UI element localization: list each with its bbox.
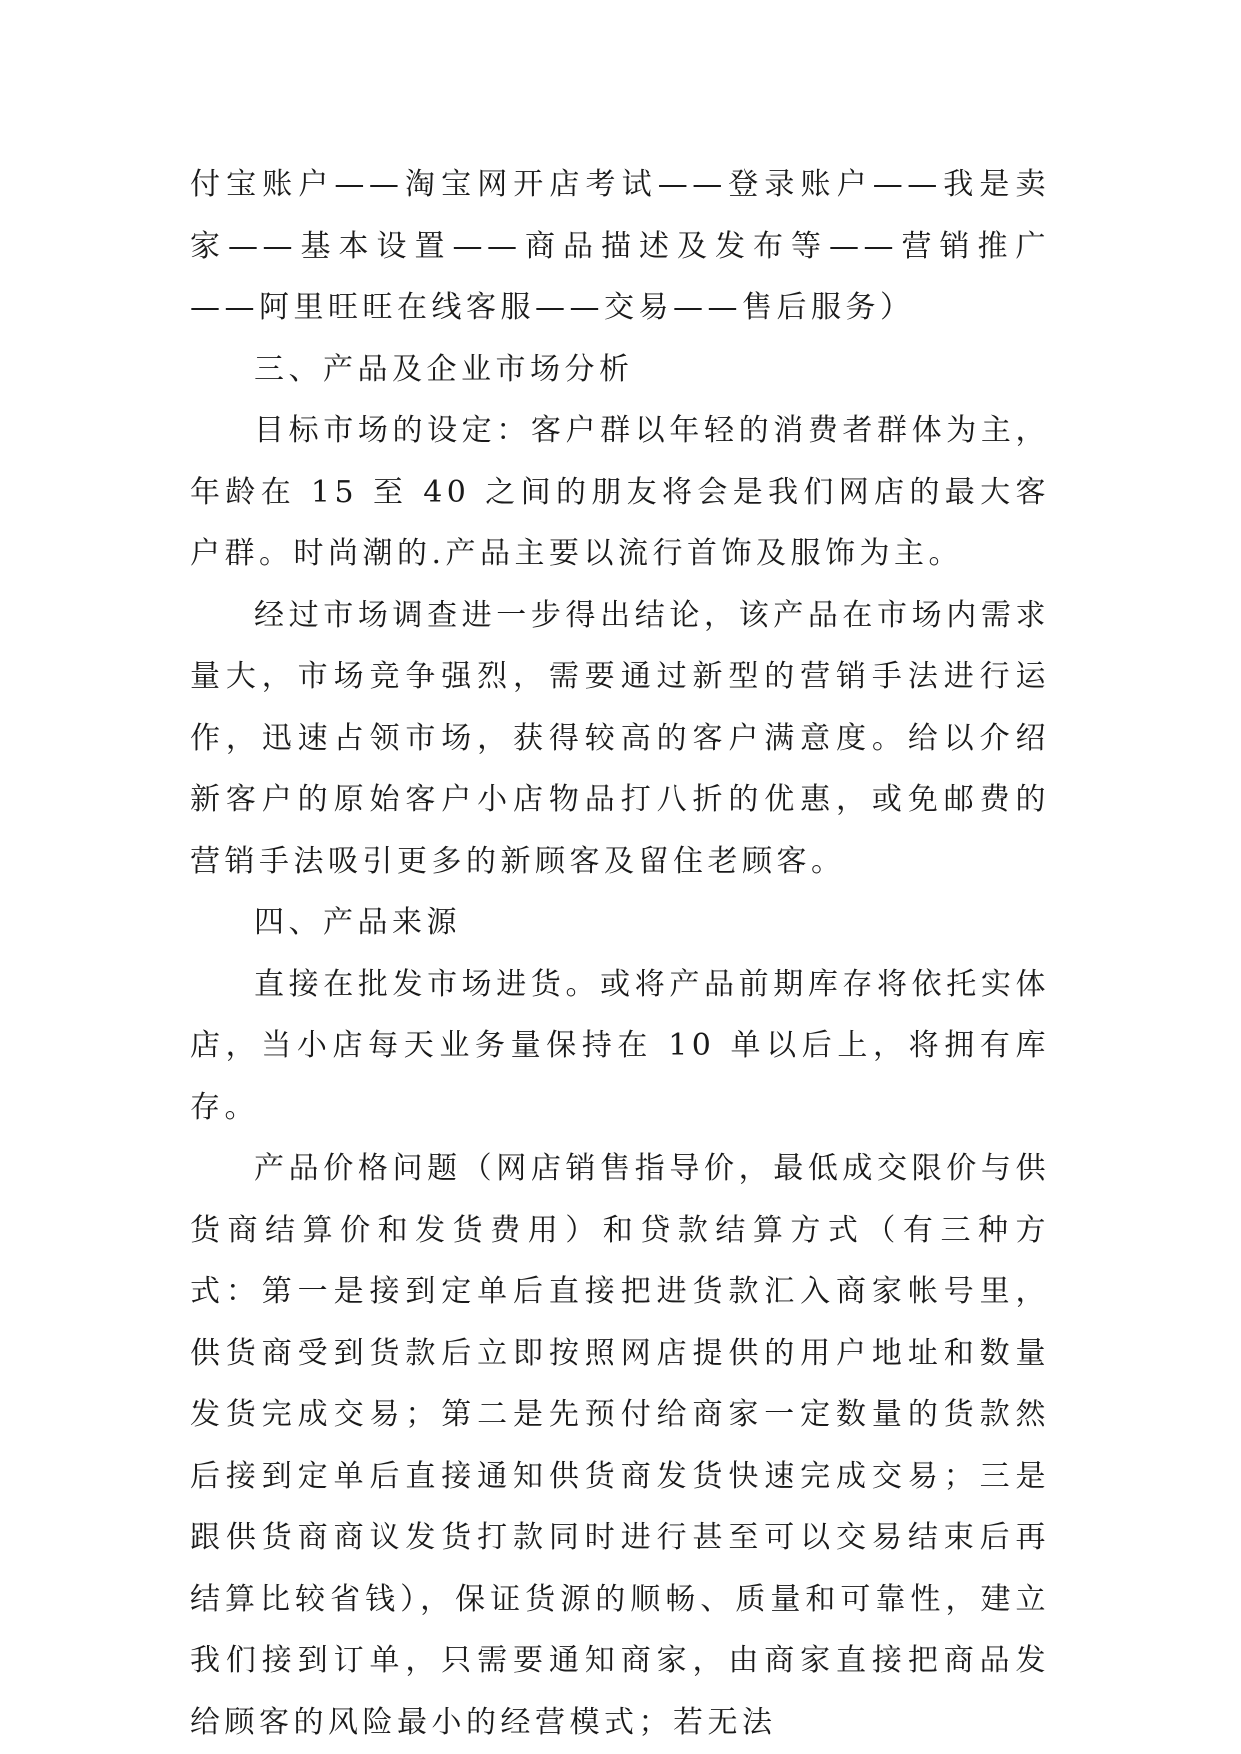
paragraph-pricing-settlement: 产品价格问题（网店销售指导价，最低成交限价与供货商结算价和发货费用）和贷款结算方式（有三种方式：第一是接到定单后直接把进货款汇入商家帐号里，供货商受到货款后立即按照网店提供的用户地址和数量发货完成交易；第二是先预付给商家一定数量的货款然后接到定单后直接通知供货商发货快速完成交易；三是跟供货商商议发货打款同时进行甚至可以交易结束后再结算比较省钱），保证货源的顺畅、质量和可靠性，建立我们接到订单，只需要通知商家，由商家直接把商品发给顾客的风险最小的经营模式；若无法 <box>190 1151 1050 1740</box>
paragraph-sourcing: 直接在批发市场进货。或将产品前期库存将依托实体店，当小店每天业务量保持在 10 单以后上，将拥有库存。 <box>190 966 1050 1125</box>
section-heading-market-analysis: 三、产品及企业市场分析 <box>254 351 634 387</box>
paragraph-target-market: 目标市场的设定：客户群以年轻的消费者群体为主，年龄在 15 至 40 之间的朋友将会是我们网店的最大客户群。时尚潮的.产品主要以流行首饰及服饰为主。 <box>190 413 1050 571</box>
paragraph-market-research: 经过市场调查进一步得出结论，该产品在市场内需求量大，市场竞争强烈，需要通过新型的营销手法进行运作，迅速占领市场，获得较高的客户满意度。给以介绍新客户的原始客户小店物品打八折的优惠，或免邮费的营销手法吸引更多的新顾客及留住老顾客。 <box>190 597 1050 879</box>
section-heading-product-source: 四、产品来源 <box>254 905 461 940</box>
document-body <box>190 154 1050 1753</box>
paragraph-continuation: 付宝账户——淘宝网开店考试——登录账户——我是卖家——基本设置——商品描述及发布等——营销推广——阿里旺旺在线客服——交易——售后服务） <box>190 167 1050 325</box>
